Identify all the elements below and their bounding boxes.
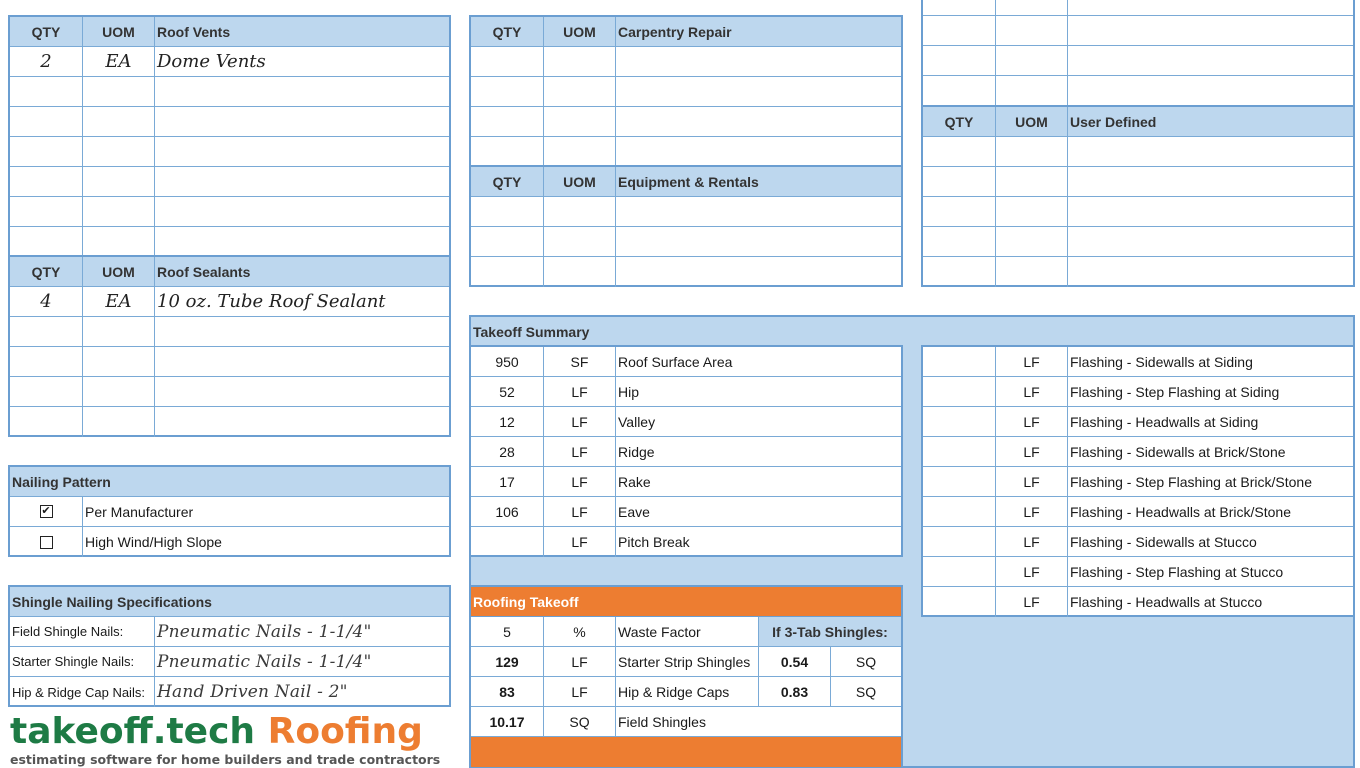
uom-column-header: UOM — [83, 257, 155, 286]
table-row[interactable] — [10, 287, 449, 317]
takeoff-row-field-shingles[interactable] — [471, 707, 901, 737]
table-row[interactable] — [471, 197, 901, 227]
uom-cell: LF — [996, 437, 1068, 466]
qty-cell[interactable] — [923, 497, 996, 526]
description-cell[interactable] — [1068, 46, 1353, 75]
flashing-row[interactable] — [923, 377, 1353, 407]
uom-cell[interactable]: EA — [83, 287, 155, 316]
table-row[interactable] — [10, 407, 449, 437]
description-cell: Eave — [618, 503, 650, 520]
takeoff-row-starter-strip[interactable] — [471, 647, 901, 677]
logo-roofing: Roofing — [267, 711, 423, 752]
description-cell[interactable] — [1068, 227, 1353, 256]
nailing-option-high-wind[interactable] — [10, 527, 449, 557]
qty-cell[interactable] — [471, 107, 544, 136]
description-cell: Flashing - Sidewalls at Siding — [1070, 353, 1253, 370]
table-row[interactable] — [923, 257, 1353, 287]
description-cell[interactable] — [155, 347, 449, 376]
table-row[interactable] — [471, 77, 901, 107]
description-cell: Pitch Break — [618, 534, 690, 550]
checkbox-cell[interactable] — [10, 527, 83, 557]
uom-column-header: UOM — [996, 107, 1068, 136]
logo-takeoff-tech: takeoff.tech — [10, 711, 256, 752]
qty-cell[interactable] — [923, 16, 996, 45]
nailing-option-label: Per Manufacturer — [85, 503, 194, 520]
roof-vents-header — [10, 17, 449, 47]
table-row[interactable] — [923, 0, 1353, 16]
summary-row-ridge[interactable] — [471, 437, 901, 467]
qty-cell[interactable] — [923, 0, 996, 15]
description-cell: Flashing - Headwalls at Brick/Stone — [1070, 503, 1291, 520]
roof-sealants-header — [10, 257, 449, 287]
qty-cell[interactable] — [10, 227, 83, 257]
qty-cell[interactable] — [10, 167, 83, 196]
qty-cell[interactable] — [923, 437, 996, 466]
summary-row-roof-surface-area[interactable] — [471, 347, 901, 377]
misc-table-continuation — [921, 0, 1355, 108]
description-cell[interactable] — [155, 167, 449, 196]
qty-cell[interactable] — [471, 47, 544, 76]
qty-cell[interactable] — [923, 527, 996, 556]
qty-cell[interactable] — [923, 76, 996, 106]
roof-vents-table — [8, 15, 451, 257]
description-cell[interactable] — [1068, 167, 1353, 196]
table-row[interactable] — [923, 197, 1353, 227]
summary-row-rake[interactable] — [471, 467, 901, 497]
table-row[interactable] — [10, 377, 449, 407]
qty-cell[interactable]: 12 — [471, 407, 544, 436]
qty-cell[interactable] — [471, 527, 544, 557]
qty-column-header: QTY — [10, 257, 83, 286]
table-row[interactable] — [923, 76, 1353, 106]
uom-cell[interactable] — [996, 227, 1068, 256]
description-cell: Starter Strip Shingles — [616, 647, 759, 676]
description-cell[interactable] — [616, 77, 901, 106]
shingle-specs-title: Shingle Nailing Specifications — [12, 593, 212, 610]
uom-cell[interactable] — [996, 16, 1068, 45]
takeoff-row-hip-ridge-caps[interactable] — [471, 677, 901, 707]
qty-column-header: QTY — [471, 17, 544, 46]
qty-cell[interactable] — [923, 167, 996, 196]
uom-cell: LF — [996, 587, 1068, 617]
user-defined-table — [921, 105, 1355, 287]
summary-row-hip[interactable] — [471, 377, 901, 407]
user-defined-header — [923, 107, 1353, 137]
uom-cell[interactable] — [83, 167, 155, 196]
description-cell: Hip & Ridge Caps — [616, 677, 759, 706]
uom-cell[interactable]: EA — [83, 47, 155, 76]
uom-cell[interactable] — [996, 197, 1068, 226]
qty-cell[interactable]: 28 — [471, 437, 544, 466]
shingle-specs-header — [10, 587, 449, 617]
uom-cell[interactable] — [83, 347, 155, 376]
table-row[interactable] — [10, 77, 449, 107]
three-tab-qty-cell: 0.83 — [759, 677, 831, 706]
qty-cell[interactable]: 52 — [471, 377, 544, 406]
spec-row-field[interactable] — [10, 617, 449, 647]
carpentry-repair-table — [469, 15, 903, 167]
description-cell[interactable] — [1068, 0, 1353, 15]
table-row[interactable] — [10, 197, 449, 227]
qty-cell[interactable]: 5 — [471, 617, 544, 646]
flashing-row[interactable] — [923, 527, 1353, 557]
uom-cell[interactable] — [83, 197, 155, 226]
category-column-header: User Defined — [1070, 113, 1157, 130]
table-row[interactable] — [471, 257, 901, 287]
description-cell[interactable] — [1068, 257, 1353, 287]
uom-cell[interactable] — [544, 107, 616, 136]
uom-cell[interactable] — [544, 47, 616, 76]
description-cell[interactable]: Dome Vents — [157, 51, 266, 72]
qty-cell[interactable] — [923, 137, 996, 166]
description-cell[interactable] — [616, 197, 901, 226]
uom-cell: LF — [996, 467, 1068, 496]
qty-cell[interactable] — [923, 347, 996, 376]
qty-cell[interactable]: 4 — [10, 287, 83, 316]
spec-value[interactable]: Pneumatic Nails - 1-1/4" — [157, 651, 372, 672]
qty-cell[interactable] — [923, 197, 996, 226]
roofing-takeoff-header — [471, 587, 901, 617]
checkbox-unchecked[interactable] — [40, 536, 53, 549]
spec-row-hip-ridge[interactable] — [10, 677, 449, 707]
table-row[interactable] — [471, 227, 901, 257]
qty-cell[interactable] — [471, 197, 544, 226]
table-row[interactable] — [10, 137, 449, 167]
category-column-header: Roof Sealants — [157, 263, 251, 280]
takeoff-summary-left-table — [469, 345, 903, 557]
table-row[interactable] — [10, 47, 449, 77]
nailing-option-label: High Wind/High Slope — [85, 534, 222, 550]
description-cell[interactable] — [616, 257, 901, 287]
uom-cell: LF — [544, 377, 616, 406]
roofing-takeoff-title: Roofing Takeoff — [473, 593, 579, 610]
table-row[interactable] — [471, 107, 901, 137]
flashing-row[interactable] — [923, 587, 1353, 617]
description-cell: Field Shingles — [618, 713, 706, 730]
nailing-pattern-title: Nailing Pattern — [12, 473, 111, 490]
description-cell: Flashing - Step Flashing at Stucco — [1070, 563, 1284, 580]
summary-row-valley[interactable] — [471, 407, 901, 437]
qty-cell[interactable] — [923, 377, 996, 406]
uom-cell: LF — [996, 557, 1068, 586]
flashing-row[interactable] — [923, 407, 1353, 437]
qty-cell[interactable] — [10, 317, 83, 346]
carpentry-header — [471, 17, 901, 47]
flashing-row[interactable] — [923, 557, 1353, 587]
spec-row-starter[interactable] — [10, 647, 449, 677]
checkbox-checked[interactable]: ✔ — [41, 505, 51, 517]
uom-cell: SF — [544, 347, 616, 376]
nailing-pattern-header — [10, 467, 449, 497]
table-row[interactable] — [471, 47, 901, 77]
nailing-pattern-panel — [8, 465, 451, 557]
uom-cell[interactable] — [83, 137, 155, 166]
table-row[interactable] — [923, 16, 1353, 46]
three-tab-uom-cell: SQ — [855, 653, 877, 670]
uom-cell[interactable] — [83, 317, 155, 346]
qty-cell: 10.17 — [471, 707, 544, 736]
uom-cell: LF — [544, 527, 616, 557]
description-cell[interactable] — [155, 107, 449, 136]
logo-tagline: estimating software for home builders and trade contractors — [10, 752, 441, 767]
description-cell: Flashing - Sidewalls at Brick/Stone — [1070, 443, 1286, 460]
uom-column-header: UOM — [544, 167, 616, 196]
equipment-header — [471, 167, 901, 197]
three-tab-uom-cell: SQ — [855, 683, 877, 700]
qty-cell[interactable] — [10, 107, 83, 136]
takeoff-summary-flashing-table — [921, 345, 1355, 617]
uom-cell[interactable] — [544, 137, 616, 167]
uom-cell[interactable] — [996, 167, 1068, 196]
qty-cell[interactable] — [471, 77, 544, 106]
description-cell[interactable] — [1068, 16, 1353, 45]
description-cell: Roof Surface Area — [618, 353, 733, 370]
qty-cell[interactable] — [923, 467, 996, 496]
qty-column-header: QTY — [923, 107, 996, 136]
flashing-row[interactable] — [923, 437, 1353, 467]
spec-label: Hip & Ridge Cap Nails: — [10, 677, 155, 707]
category-column-header: Roof Vents — [157, 23, 231, 40]
table-row[interactable] — [10, 107, 449, 137]
flashing-row[interactable] — [923, 467, 1353, 497]
uom-cell[interactable] — [996, 257, 1068, 287]
uom-cell[interactable] — [996, 76, 1068, 106]
shingle-nailing-specs-panel — [8, 585, 451, 707]
description-cell[interactable] — [155, 317, 449, 346]
table-row[interactable] — [923, 167, 1353, 197]
qty-cell: 83 — [471, 677, 544, 706]
table-row[interactable] — [923, 46, 1353, 76]
uom-cell: SQ — [544, 707, 616, 736]
description-cell[interactable] — [1068, 137, 1353, 166]
description-cell[interactable] — [1068, 76, 1353, 106]
description-cell[interactable] — [616, 137, 901, 167]
spec-label: Starter Shingle Nails: — [10, 647, 155, 676]
uom-cell: LF — [544, 497, 616, 526]
summary-row-pitch-break[interactable] — [471, 527, 901, 557]
uom-cell[interactable] — [996, 46, 1068, 75]
uom-cell[interactable] — [83, 77, 155, 106]
roofing-takeoff-footer-bar — [471, 737, 901, 767]
checkbox-cell[interactable] — [10, 497, 83, 526]
description-cell: Waste Factor — [616, 617, 759, 646]
spec-value[interactable]: Pneumatic Nails - 1-1/4" — [157, 621, 372, 642]
uom-cell[interactable] — [544, 257, 616, 287]
category-column-header: Carpentry Repair — [618, 23, 732, 40]
uom-cell: LF — [544, 647, 616, 676]
table-row[interactable] — [10, 227, 449, 257]
qty-cell[interactable] — [923, 557, 996, 586]
uom-cell[interactable] — [83, 377, 155, 406]
qty-cell: 129 — [471, 647, 544, 676]
description-cell[interactable] — [616, 227, 901, 256]
logo-wordmark — [10, 712, 455, 752]
uom-cell: LF — [996, 377, 1068, 406]
summary-row-eave[interactable] — [471, 497, 901, 527]
roofing-takeoff-table — [469, 585, 903, 767]
qty-cell[interactable] — [471, 137, 544, 167]
table-row[interactable] — [923, 137, 1353, 167]
table-row[interactable] — [10, 167, 449, 197]
description-cell: Flashing - Step Flashing at Brick/Stone — [1070, 473, 1313, 490]
qty-cell[interactable] — [471, 227, 544, 256]
qty-column-header: QTY — [471, 167, 544, 196]
uom-cell[interactable] — [83, 107, 155, 136]
uom-cell[interactable] — [83, 227, 155, 257]
description-cell[interactable] — [616, 107, 901, 136]
qty-cell[interactable]: 17 — [471, 467, 544, 496]
takeoff-row-waste-factor[interactable] — [471, 617, 901, 647]
category-column-header: Equipment & Rentals — [618, 173, 759, 190]
uom-cell: LF — [544, 437, 616, 466]
description-cell[interactable] — [155, 377, 449, 406]
qty-cell[interactable] — [923, 46, 996, 75]
description-cell: Flashing - Sidewalls at Stucco — [1070, 533, 1257, 550]
uom-cell: LF — [544, 677, 616, 706]
three-tab-qty-cell: 0.54 — [759, 647, 831, 676]
description-cell: Flashing - Headwalls at Stucco — [1070, 594, 1263, 610]
qty-column-header: QTY — [10, 17, 83, 46]
uom-cell: LF — [544, 407, 616, 436]
uom-column-header: UOM — [83, 17, 155, 46]
equipment-rentals-table — [469, 165, 903, 287]
uom-cell: LF — [996, 497, 1068, 526]
description-cell: Ridge — [618, 443, 655, 460]
table-row[interactable] — [923, 227, 1353, 257]
flashing-row[interactable] — [923, 497, 1353, 527]
qty-cell[interactable] — [10, 77, 83, 106]
three-tab-header: If 3-Tab Shingles: — [759, 617, 901, 646]
qty-cell[interactable] — [923, 587, 996, 617]
description-cell[interactable] — [155, 77, 449, 106]
spec-value[interactable]: Hand Driven Nail - 2" — [157, 682, 348, 702]
qty-cell[interactable] — [10, 197, 83, 226]
description-cell: Hip — [618, 383, 640, 400]
uom-cell[interactable] — [544, 197, 616, 226]
description-cell: Valley — [618, 413, 656, 430]
uom-column-header: UOM — [544, 17, 616, 46]
uom-cell: LF — [996, 527, 1068, 556]
takeoff-summary-title: Takeoff Summary — [473, 324, 590, 340]
qty-cell[interactable]: 2 — [10, 47, 83, 76]
description-cell: Rake — [618, 473, 651, 490]
takeoff-tech-logo — [10, 712, 455, 768]
description-cell[interactable] — [155, 197, 449, 226]
nailing-option-per-manufacturer[interactable] — [10, 497, 449, 527]
roof-sealants-table — [8, 255, 451, 437]
uom-cell: % — [544, 617, 616, 646]
uom-cell: LF — [996, 347, 1068, 376]
flashing-row[interactable] — [923, 347, 1353, 377]
uom-cell: LF — [544, 467, 616, 496]
qty-cell[interactable] — [923, 407, 996, 436]
qty-cell[interactable] — [923, 227, 996, 256]
uom-cell[interactable] — [544, 227, 616, 256]
uom-cell[interactable] — [83, 407, 155, 437]
qty-cell[interactable] — [10, 407, 83, 437]
qty-cell[interactable]: 106 — [471, 497, 544, 526]
uom-cell[interactable] — [996, 137, 1068, 166]
qty-cell[interactable]: 950 — [471, 347, 544, 376]
description-cell[interactable] — [616, 47, 901, 76]
description-cell[interactable] — [1068, 197, 1353, 226]
spec-label: Field Shingle Nails: — [10, 617, 155, 646]
qty-cell[interactable] — [10, 377, 83, 406]
table-row[interactable] — [471, 137, 901, 167]
table-row[interactable] — [10, 347, 449, 377]
qty-cell[interactable] — [923, 257, 996, 287]
table-row[interactable] — [10, 317, 449, 347]
description-cell: Flashing - Headwalls at Siding — [1070, 413, 1259, 430]
description-cell[interactable] — [155, 227, 449, 257]
qty-cell[interactable] — [10, 347, 83, 376]
uom-cell[interactable] — [996, 0, 1068, 15]
description-cell: Flashing - Step Flashing at Siding — [1070, 383, 1280, 400]
description-cell[interactable]: 10 oz. Tube Roof Sealant — [157, 291, 386, 312]
description-cell[interactable] — [155, 407, 449, 437]
uom-cell: LF — [996, 407, 1068, 436]
description-cell[interactable] — [155, 137, 449, 166]
uom-cell[interactable] — [544, 77, 616, 106]
qty-cell[interactable] — [10, 137, 83, 166]
qty-cell[interactable] — [471, 257, 544, 287]
